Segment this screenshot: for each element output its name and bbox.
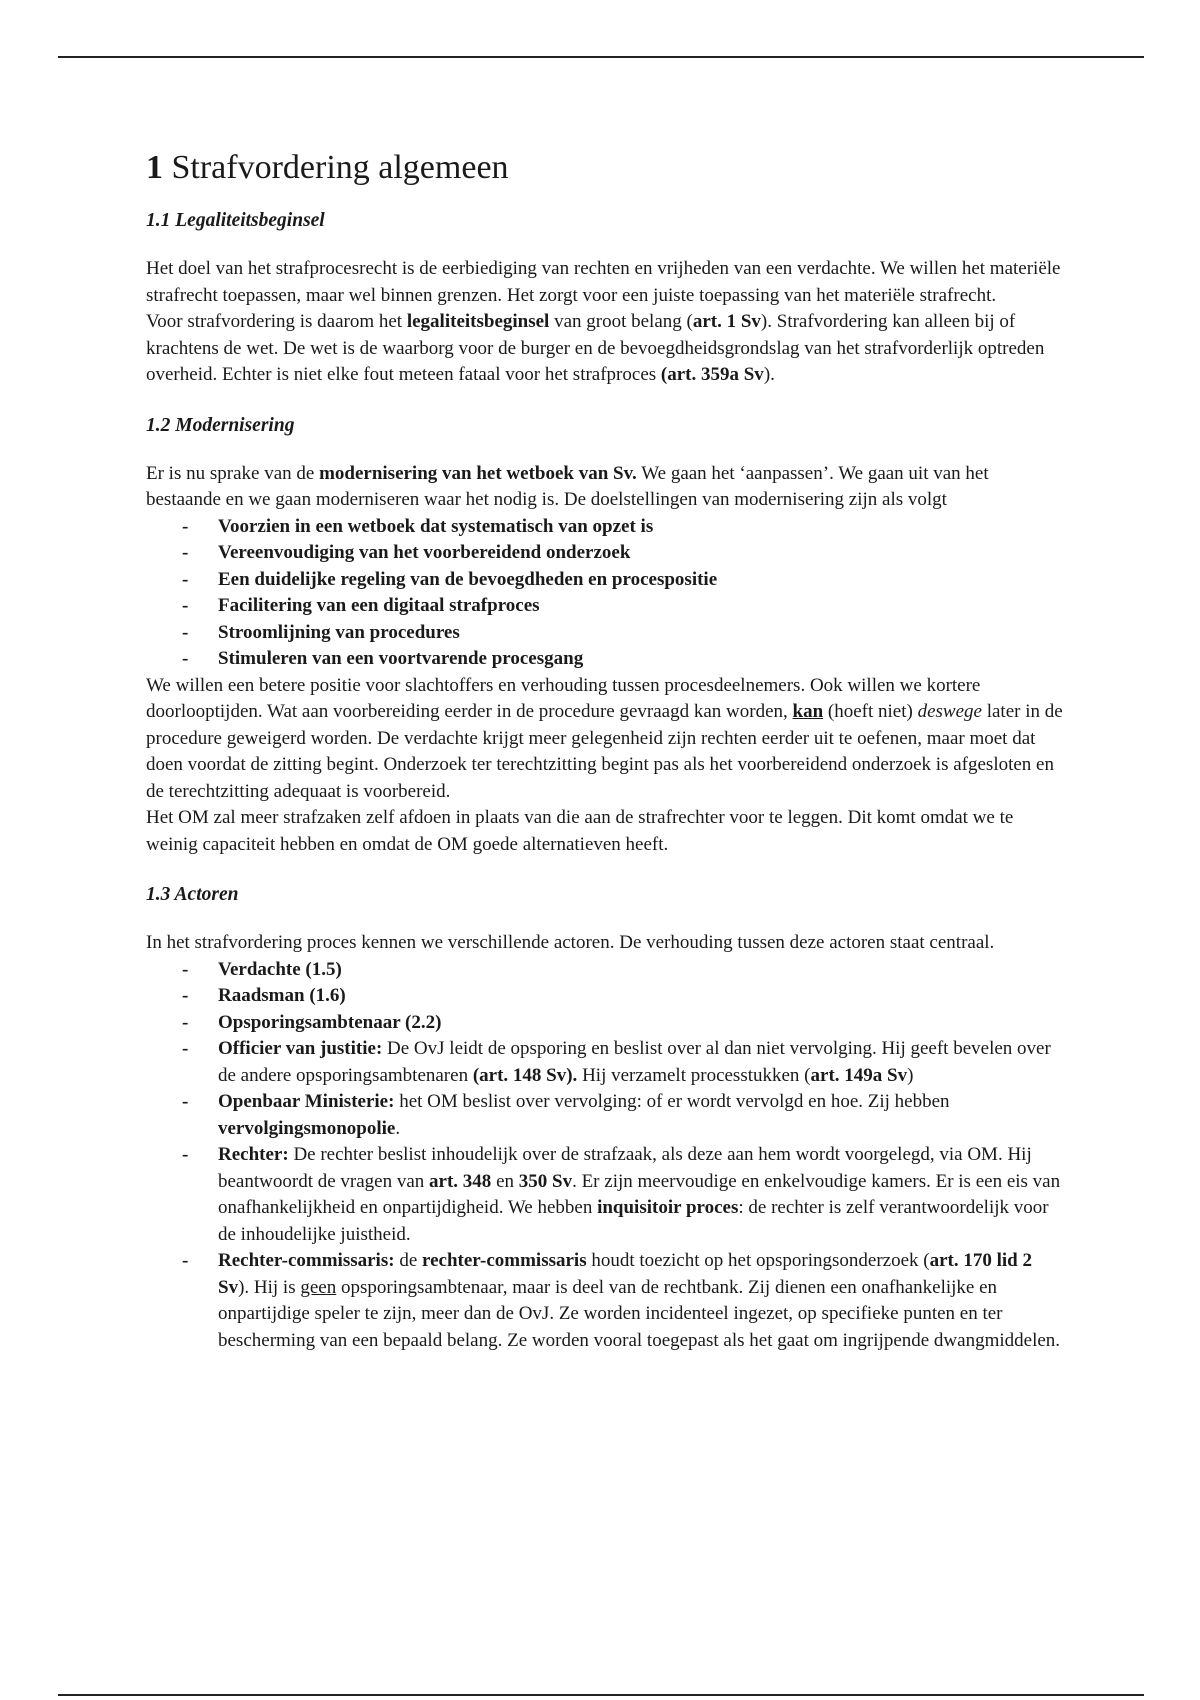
list-item-text: Voorzien in een wetboek dat systematisch van opzet is	[218, 515, 654, 537]
chapter-title	[146, 146, 1066, 190]
text: ). Hij is	[238, 1276, 301, 1298]
article-ref: art. 1 Sv	[692, 311, 761, 332]
list-item	[146, 1010, 1066, 1037]
list-item	[146, 620, 1066, 647]
list-item-text: Facilitering van een digitaal strafproces	[218, 595, 540, 616]
list-item	[146, 1089, 1066, 1142]
paragraph: Het OM zal meer strafzaken zelf afdoen in plaats van die aan de strafrechter voor te leggen. Dit komt omdat we te weinig capaciteit hebben en omdat de OM goede alternatieven heeft.	[146, 807, 1014, 855]
text: het OM beslist over vervolging: of er wordt vervolgd en hoe. Zij hebben	[394, 1091, 950, 1112]
paragraph	[146, 461, 1066, 514]
article-ref: art. 170 lid 2 Sv	[218, 1250, 1032, 1298]
section-heading-1-3: 1.3 Actoren	[146, 884, 239, 905]
text: We willen een betere positie voor slachtoffers en verhouding tussen procesdeelnemers. Ook willen we kortere doorlooptijden. Wat aan voorbereiding eerder in de procedure gevraagd kan worden,	[146, 674, 981, 722]
term: inquisitoir proces	[597, 1197, 739, 1218]
emphasis: kan	[792, 701, 824, 722]
list-item-text: Stimuleren van een voortvarende procesgang	[218, 648, 584, 669]
article-ref: art. 348	[429, 1170, 492, 1192]
article-ref: art. 149a Sv	[810, 1064, 908, 1086]
term: Openbaar Ministerie:	[218, 1091, 395, 1112]
paragraph	[146, 309, 1066, 389]
text: Er is nu sprake van de	[146, 462, 320, 484]
header-rule	[58, 56, 1144, 58]
list-item-text: Stroomlijning van procedures	[218, 621, 460, 643]
text: De OvJ leidt de opsporing en beslist over al dan niet vervolging. Hij geeft bevelen over de andere opsporingsambtenaren	[218, 1038, 1051, 1086]
list-item	[146, 983, 1066, 1010]
text: : de rechter is zelf verantwoordelijk voor de inhoudelijke juistheid.	[218, 1197, 1049, 1245]
section-heading-1-2: 1.2 Modernisering	[146, 414, 295, 436]
paragraph	[146, 673, 1066, 806]
term: rechter-commissaris	[422, 1250, 587, 1271]
goals-list	[146, 514, 1066, 673]
text: Voor strafvordering is daarom het	[146, 311, 407, 332]
text: Hij verzamelt processtukken (	[577, 1064, 811, 1086]
article-ref: (art. 148 Sv).	[472, 1064, 578, 1086]
text: )	[907, 1064, 914, 1086]
emphasis: deswege	[917, 701, 982, 722]
text: en	[491, 1170, 519, 1192]
list-item	[146, 1248, 1066, 1354]
text: We gaan het ‘aanpassen’. We gaan uit van het bestaande en we gaan moderniseren waar het nodig is. De doelstellingen van modernisering zijn als volgt	[146, 462, 989, 510]
footer-rule	[58, 1694, 1144, 1696]
term: modernisering van het wetboek van Sv.	[319, 462, 637, 484]
document-body	[146, 146, 1066, 1354]
term: Rechter:	[218, 1144, 289, 1165]
list-item	[146, 593, 1066, 620]
list-item	[146, 1142, 1066, 1248]
text: houdt toezicht op het opsporingsonderzoek (	[586, 1250, 930, 1271]
paragraph: In het strafvordering proces kennen we verschillende actoren. De verhouding tussen deze actoren staat centraal.	[146, 932, 995, 953]
list-item	[146, 1036, 1066, 1089]
text: later in de procedure geweigerd worden. De verdachte krijgt meer gelegenheid zijn rechten eerder uit te oefenen, maar moet dat doen voordat de zitting begint. Onderzoek ter terechtzitting begint pas als het voorbereidend onderzoek is afgesloten en de terechtzitting adequaat is voorbereid.	[146, 701, 1063, 802]
list-item	[146, 540, 1066, 567]
list-item-text: Vereenvoudiging van het voorbereidend onderzoek	[218, 542, 631, 563]
list-item	[146, 567, 1066, 594]
list-item-text: Een duidelijke regeling van de bevoegdheden en procespositie	[218, 568, 718, 590]
text: .	[395, 1117, 401, 1139]
actors-list	[146, 957, 1066, 1355]
text: de	[394, 1250, 422, 1271]
text: ).	[763, 364, 775, 385]
term: vervolgingsmonopolie	[218, 1117, 396, 1139]
chapter-title-text: Strafvordering algemeen	[171, 149, 509, 186]
text: De rechter beslist inhoudelijk over de strafzaak, als deze aan hem wordt voorgelegd, via OM. Hij beantwoordt de vragen van	[218, 1144, 1032, 1192]
article-ref: (art. 359a Sv	[660, 364, 764, 385]
term: legaliteitsbeginsel	[406, 311, 550, 332]
paragraph: Het doel van het strafprocesrecht is de eerbiediging van rechten en vrijheden van een verdachte. We willen het materiële strafrecht toepassen, maar wel binnen grenzen. Het zorgt voor een juiste toepassing van het materiële strafrecht.	[146, 258, 1061, 306]
text: (hoeft niet)	[823, 701, 918, 722]
chapter-number: 1	[146, 149, 163, 186]
text: ). Strafvordering kan alleen bij of krachtens de wet. De wet is de waarborg voor de burger en de bevoegdheidsgrondslag van het strafvorderlijk optreden overheid. Echter is niet elke fout meteen fataal voor het strafproces	[146, 311, 1045, 385]
term: Officier van justitie:	[218, 1038, 383, 1059]
list-item	[146, 957, 1066, 984]
list-item-text: Verdachte (1.5)	[218, 958, 342, 980]
text: . Er zijn meervoudige en enkelvoudige kamers. Er is een eis van onafhankelijkheid en onpartijdigheid. We hebben	[218, 1170, 1061, 1218]
list-item-text: Raadsman (1.6)	[218, 985, 346, 1006]
section-heading-1-1: 1.1 Legaliteitsbeginsel	[146, 210, 325, 231]
emphasis: geen	[300, 1276, 337, 1298]
text: van groot belang (	[549, 311, 693, 332]
article-ref: 350 Sv	[518, 1170, 573, 1192]
list-item	[146, 646, 1066, 673]
term: Rechter-commissaris:	[218, 1250, 395, 1271]
text: opsporingsambtenaar, maar is deel van de rechtbank. Zij dienen een onafhankelijke en onpartijdige speler te zijn, meer dan de OvJ. Ze worden incidenteel ingezet, op specifieke punten en ter bescherming van een bepaald belang. Ze worden vooral toegepast als het gaat om ingrijpende dwangmiddelen.	[218, 1276, 1061, 1351]
list-item-text: Opsporingsambtenaar (2.2)	[218, 1011, 442, 1033]
list-item	[146, 514, 1066, 541]
